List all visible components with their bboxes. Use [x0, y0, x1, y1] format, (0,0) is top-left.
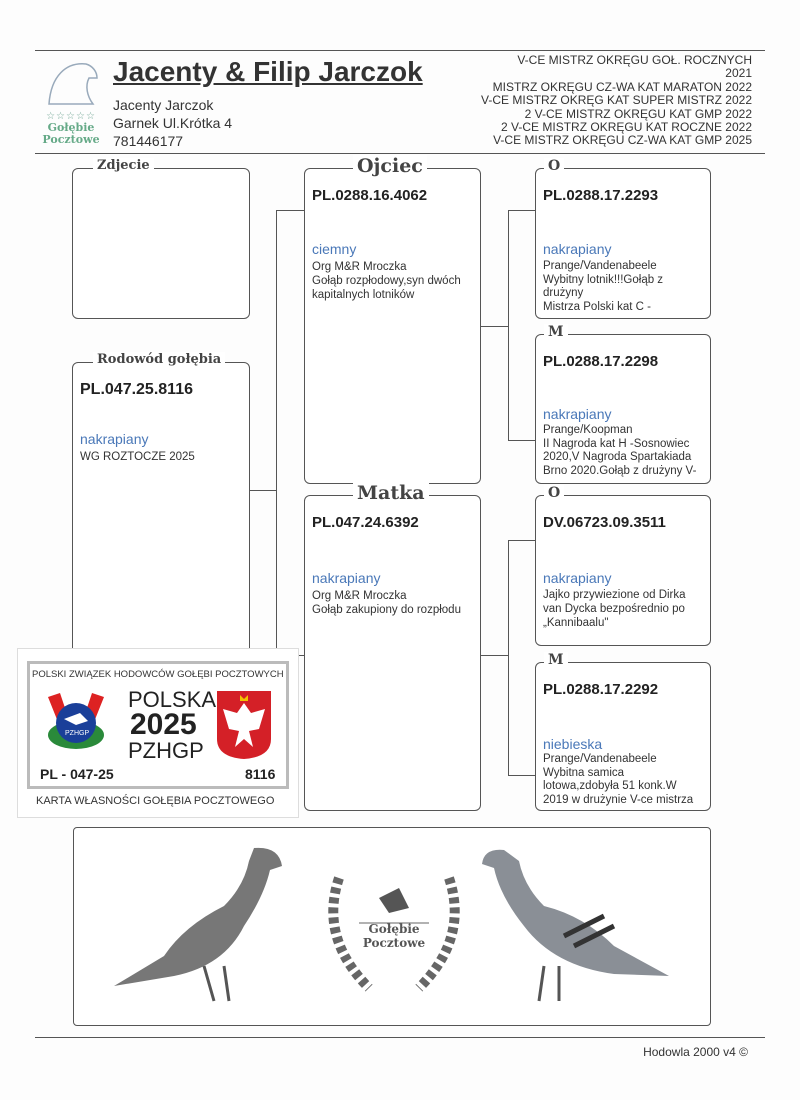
breeder-logo — [36, 56, 106, 152]
desc-line: Org M&R Mroczka — [312, 261, 407, 273]
pigeon-color: nakrapiany — [312, 570, 381, 586]
mother-box — [304, 482, 481, 811]
desc-line: Prange/Vandenabeele — [543, 753, 657, 765]
connector — [508, 210, 535, 211]
father-box — [304, 155, 481, 484]
connector — [276, 210, 304, 211]
polish-eagle-icon — [215, 689, 273, 761]
ring-number: PL.0288.17.2298 — [543, 353, 659, 370]
pigeon-color: niebieska — [543, 736, 603, 752]
card-footer: KARTA WŁASNOŚCI GOŁĘBIA POCZTOWEGO — [36, 795, 275, 807]
ring-number: PL.047.24.6392 — [312, 514, 419, 531]
logo-text: Pocztowe — [362, 936, 426, 950]
desc-line: 2020,V Nagroda Spartakiada — [543, 451, 692, 463]
achievement: 2 V-CE MISTRZ OKRĘGU KAT ROCZNE 2022 — [501, 120, 752, 135]
connector — [508, 210, 509, 440]
achievement: 2021 — [725, 66, 752, 81]
achievement: 2 V-CE MISTRZ OKRĘGU KAT GMP 2022 — [524, 106, 752, 121]
pigeon-label: Rodowód gołębia — [93, 352, 225, 367]
ring-number: PL.0288.17.2292 — [543, 681, 659, 698]
ownership-card — [17, 648, 299, 818]
desc-line: Wybitna samica — [543, 766, 625, 779]
pigeon-box — [72, 352, 250, 662]
desc-line: „Kannibaalu" — [543, 617, 609, 629]
desc-line: 2019 w drużynie V-ce mistrza — [543, 793, 694, 806]
photo-label: Zdjecie — [93, 158, 154, 173]
desc-line: lotowa,zdobyła 51 konk.W — [543, 780, 677, 792]
granddam-paternal-box — [535, 324, 711, 484]
pigeon-right-image — [474, 836, 674, 1011]
desc-line: Jajko przywiezione od Dirka — [543, 589, 686, 601]
connector — [508, 775, 535, 776]
desc-line: Wybitny lotnik!!!Gołąb z — [543, 273, 664, 286]
footer-rule — [35, 1037, 765, 1038]
granddam-maternal-box — [535, 652, 711, 811]
logo-text: Gołębie — [368, 922, 420, 936]
desc-line: Brno 2020.Gołąb z drużyny V- — [543, 464, 697, 477]
pigeon-left-image — [104, 836, 294, 1011]
grandsire-maternal-box — [535, 485, 711, 646]
connector — [508, 540, 509, 775]
desc-line: Gołąb rozpłodowy,syn dwóch — [312, 275, 461, 287]
ring-number: PL.0288.16.4062 — [312, 187, 428, 204]
dam-label: M — [544, 324, 568, 340]
card-country: POLSKA — [128, 687, 217, 712]
emblem-text: PZHGP — [65, 730, 90, 737]
achievement: V-CE MISTRZ OKRĘGU GOŁ. ROCZNYCH — [517, 53, 752, 67]
father-label: Ojciec — [353, 155, 427, 177]
pzhgp-emblem-icon — [40, 687, 112, 767]
stars-icon: ☆☆☆☆☆ — [46, 111, 96, 122]
connector — [480, 326, 508, 327]
footer-text: Hodowla 2000 v4 © — [643, 1045, 748, 1059]
mother-label: Matka — [353, 482, 429, 504]
laurel-logo-text — [349, 922, 439, 950]
grandsire-paternal-box — [535, 158, 711, 319]
pigeon-color: nakrapiany — [543, 570, 612, 586]
ring-number: PL.047.25.8116 — [80, 381, 193, 398]
header-rule — [35, 153, 765, 154]
achievement: V-CE MISTRZ OKRĘGU CZ-WA KAT GMP 2025 — [493, 133, 752, 148]
achievement: V-CE MISTRZ OKRĘG KAT SUPER MISTRZ 2022 — [481, 93, 752, 108]
dam-label: M — [544, 652, 568, 668]
sire-label: O — [544, 158, 564, 174]
desc-line: kapitalnych lotników — [312, 289, 415, 301]
desc-line: drużyny — [543, 287, 584, 299]
connector — [276, 210, 277, 655]
connector — [508, 440, 535, 441]
pigeon-desc: WG ROZTOCZE 2025 — [80, 451, 195, 463]
connector — [249, 490, 276, 491]
desc-line: Org M&R Mroczka — [312, 590, 407, 602]
desc-line: Mistrza Polski kat C - — [543, 300, 651, 313]
achievements-list — [481, 54, 752, 148]
card-org: POLSKI ZWIĄZEK HODOWCÓW GOŁĘBI POCZTOWYCH — [32, 669, 284, 680]
desc-line: II Nagroda kat H -Sosnowiec — [543, 437, 690, 450]
photo-box — [72, 158, 250, 319]
ring-number: PL.0288.17.2293 — [543, 187, 659, 204]
desc-line: van Dycka bezpośrednio po — [543, 603, 685, 615]
connector — [508, 540, 535, 541]
logo-text: Pocztowe — [42, 133, 100, 146]
logo-text: Gołębie — [47, 121, 95, 134]
achievement: MISTRZ OKRĘGU CZ-WA KAT MARATON 2022 — [492, 79, 752, 94]
pigeon-color: ciemny — [312, 241, 357, 257]
desc-line: Prange/Vandenabeele — [543, 260, 657, 272]
ring-number: DV.06723.09.3511 — [543, 514, 666, 531]
phone: 781446177 — [113, 133, 184, 149]
desc-line: Gołąb zakupiony do rozpłodu — [312, 604, 461, 616]
sire-label: O — [544, 485, 564, 501]
owner-name: Jacenty Jarczok — [113, 97, 214, 113]
pigeon-images-box — [73, 827, 711, 1026]
desc-line: Prange/Koopman — [543, 424, 633, 436]
top-rule — [35, 50, 765, 51]
pigeon-color: nakrapiany — [80, 431, 149, 447]
address: Garnek Ul.Krótka 4 — [113, 115, 233, 131]
pigeon-color: nakrapiany — [543, 241, 612, 257]
pigeon-color: nakrapiany — [543, 406, 612, 422]
breeder-contact — [113, 96, 232, 150]
card-abbr: PZHGP — [128, 738, 204, 763]
card-ring-left: PL - 047-25 — [40, 766, 114, 782]
card-ring-right: 8116 — [245, 766, 276, 782]
eagle-head-icon — [41, 56, 101, 106]
connector — [480, 655, 508, 656]
breeder-title: Jacenty & Filip Jarczok — [113, 56, 423, 87]
card-year: 2025 — [130, 708, 197, 741]
